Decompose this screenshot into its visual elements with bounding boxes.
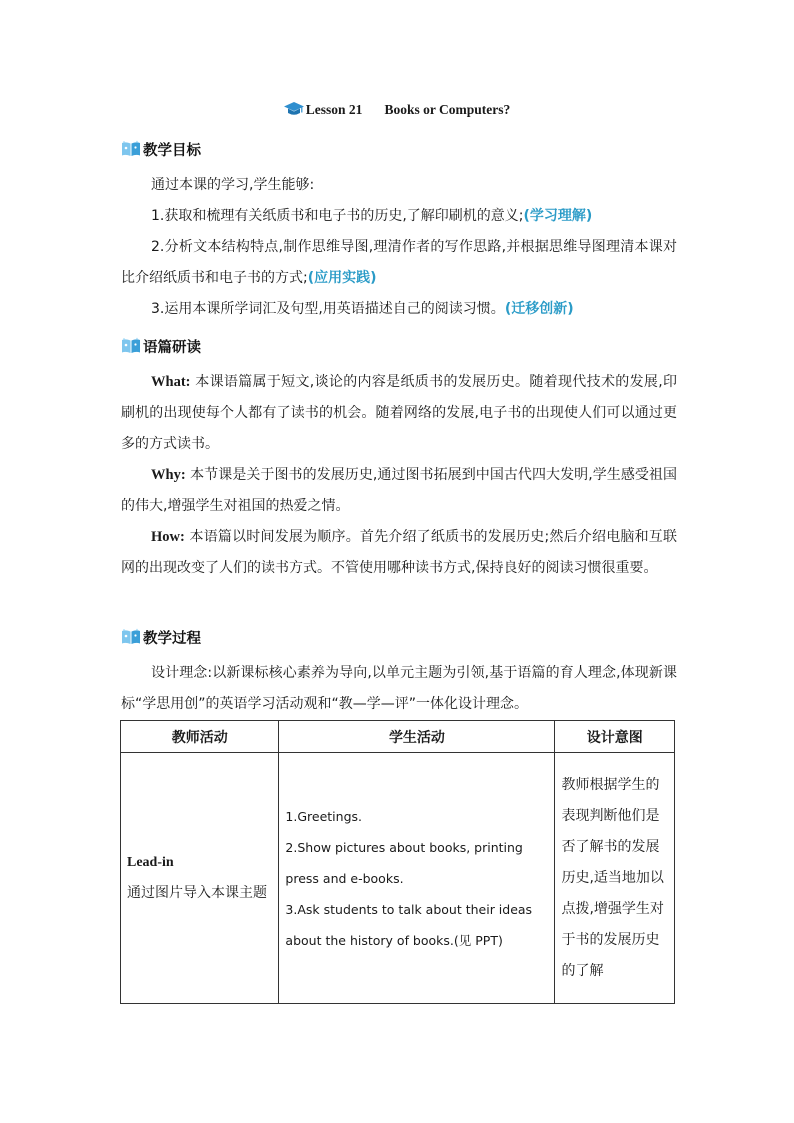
objective-tag: (应用实践) — [307, 270, 377, 286]
process-concept: 设计理念:以新课标核心素养为导向,以单元主题为引领,基于语篇的育人理念,体现新课标“学思用创”的英语学习活动观和“教—学—评”一体化设计理念。 — [121, 665, 677, 712]
teacher-activity-cell — [121, 753, 279, 1004]
lesson-name: Books or Computers? — [384, 102, 511, 117]
lesson-title — [0, 101, 794, 125]
section-heading-process: 教学过程 — [121, 626, 201, 648]
stage-label: Lead-in — [127, 855, 174, 870]
analysis-what: What: 本课语篇属于短文,谈论的内容是纸质书的发展历史。随着现代技术的发展,印刷机的出现使每个人都有了读书的机会。随着网络的发展,电子书的出现使人们可以通过更多的方式读书。 — [121, 374, 677, 452]
open-book-icon — [121, 628, 141, 646]
objective-tag: (迁移创新) — [504, 301, 574, 317]
student-line: about the history of books.(见 PPT) — [285, 932, 503, 948]
analysis-why: Why: 本节课是关于图书的发展历史,通过图书拓展到中国古代四大发明,学生感受祖国的伟大,增强学生对祖国的热爱之情。 — [121, 467, 677, 514]
objectives-intro: 通过本课的学习,学生能够: — [151, 177, 315, 193]
objective-item: 2.分析文本结构特点,制作思维导图,理清作者的写作思路,并根据思维导图理清本课对比介绍纸质书和电子书的方式;(应用实践) — [121, 239, 677, 286]
objective-item: 3.运用本课所学词汇及句型,用英语描述自己的阅读习惯。(迁移创新) — [151, 301, 574, 317]
table-row — [121, 753, 675, 1004]
student-line: 3.Ask students to talk about their ideas — [285, 901, 533, 917]
header-teacher: 教师活动 — [121, 721, 279, 753]
graduation-cap-icon — [284, 101, 304, 121]
teacher-activity: 通过图片导入本课主题 — [127, 885, 267, 901]
objective-item: 1.获取和梳理有关纸质书和电子书的历史,了解印刷机的意义;(学习理解) — [151, 208, 593, 224]
header-intent: 设计意图 — [555, 721, 675, 753]
open-book-icon — [121, 140, 141, 158]
objective-tag: (学习理解) — [523, 208, 593, 224]
section-heading-objectives: 教学目标 — [121, 138, 201, 160]
header-student: 学生活动 — [279, 721, 555, 753]
student-line: press and e-books. — [285, 870, 404, 886]
student-activity-cell — [279, 753, 555, 1004]
student-line: 1.Greetings. — [285, 808, 362, 824]
process-table — [120, 720, 675, 1004]
section-heading-analysis: 语篇研读 — [121, 335, 201, 357]
table-header-row — [121, 721, 675, 753]
open-book-icon — [121, 337, 141, 355]
student-line: 2.Show pictures about books, printing — [285, 839, 523, 855]
lesson-number: Lesson 21 — [305, 102, 363, 117]
analysis-how: How: 本语篇以时间发展为顺序。首先介绍了纸质书的发展历史;然后介绍电脑和互联网的出现改变了人们的读书方式。不管使用哪种读书方式,保持良好的阅读习惯很重要。 — [121, 529, 677, 576]
design-intent-cell: 教师根据学生的表现判断他们是否了解书的发展历史,适当地加以点拨,增强学生对于书的发展历史的了解 — [555, 753, 675, 1004]
objectives-list — [121, 201, 677, 325]
